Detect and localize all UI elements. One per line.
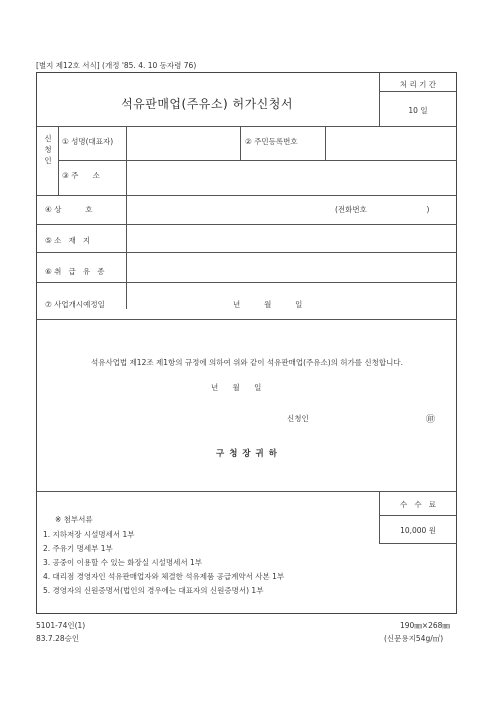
handling-label: ⑥ 취 급 유 종	[45, 267, 105, 276]
attachments-list	[43, 528, 284, 598]
seal-mark: ㊞	[426, 415, 436, 425]
start-date-value: 년 월 일	[233, 300, 303, 309]
name-value-divider	[240, 126, 241, 160]
approval-date: 83.7.28승인	[36, 634, 80, 643]
fee-label-divider	[379, 515, 457, 516]
paper-type: (신문용지54g/㎡)	[384, 634, 444, 643]
rrn-label: ② 주민등록번호	[245, 137, 298, 146]
row-divider-handling	[37, 282, 457, 283]
attachment-item: 3. 공중이 이용할 수 있는 화장실 시설명세서 1부	[43, 558, 203, 567]
attachment-item: 1. 지하저장 시설명세서 1부	[43, 530, 135, 539]
row-divider-applicant	[37, 195, 457, 196]
form-title	[37, 95, 377, 112]
addressee: 구 청 장 귀 하	[216, 449, 278, 459]
attachment-item: 2. 주유기 명세부 1부	[43, 544, 113, 553]
declaration-statement: 석유사업법 제12조 제1항의 규정에 의하여 위와 같이 석유판매업(주유소)의 허가를 신청합니다.	[90, 358, 404, 367]
row-divider-location	[37, 252, 457, 253]
declaration-date: 년 월 일	[211, 383, 262, 392]
phone-label: (전화번호 )	[335, 205, 430, 214]
row-divider-start-date	[37, 319, 457, 320]
form-header-note: [별지 제12호 서식] (개정 '85. 4. 10 동자령 76)	[36, 61, 197, 70]
attachment-item: 5. 경영자의 신원증명서(법인의 경우에는 대표자의 신원증명서) 1부	[43, 586, 264, 595]
name-label: ① 성명(대표자)	[62, 137, 114, 146]
form-code: 5101-74인(1)	[36, 621, 86, 630]
location-label: ⑤ 소 재 지	[45, 236, 91, 245]
form-title-text: 석유판매업(주유소) 허가신청서	[121, 97, 293, 111]
start-date-label: ⑦ 사업개시예정일	[45, 300, 105, 309]
fee-value: 10,000 원	[400, 526, 436, 535]
fee-label: 수 수 료	[399, 500, 437, 509]
processing-period-label: 처 리 기 간	[399, 80, 437, 89]
processing-divider	[379, 91, 457, 92]
fee-bottom-divider	[379, 543, 457, 544]
attachment-item: 4. 대리점 경영자인 석유판매업자와 체결한 석유제품 공급계약서 사본 1부	[43, 572, 285, 581]
row-divider-declaration	[37, 491, 457, 492]
address-label: ③ 주 소	[62, 171, 100, 180]
application-form	[36, 72, 457, 614]
attachments-heading: ※ 첨부서류	[55, 515, 93, 524]
row-divider-title	[37, 126, 457, 127]
row-divider-business	[37, 224, 457, 225]
processing-period-value: 10 일	[408, 106, 428, 115]
paper-size: 190㎜×268㎜	[400, 621, 450, 630]
applicant-group-label: 신 청 인	[44, 134, 52, 165]
applicant-signature-label: 신청인	[287, 414, 309, 423]
rrn-label-divider	[325, 126, 326, 160]
business-name-label: ④ 상 호	[45, 205, 93, 214]
row-divider-name	[58, 160, 457, 161]
